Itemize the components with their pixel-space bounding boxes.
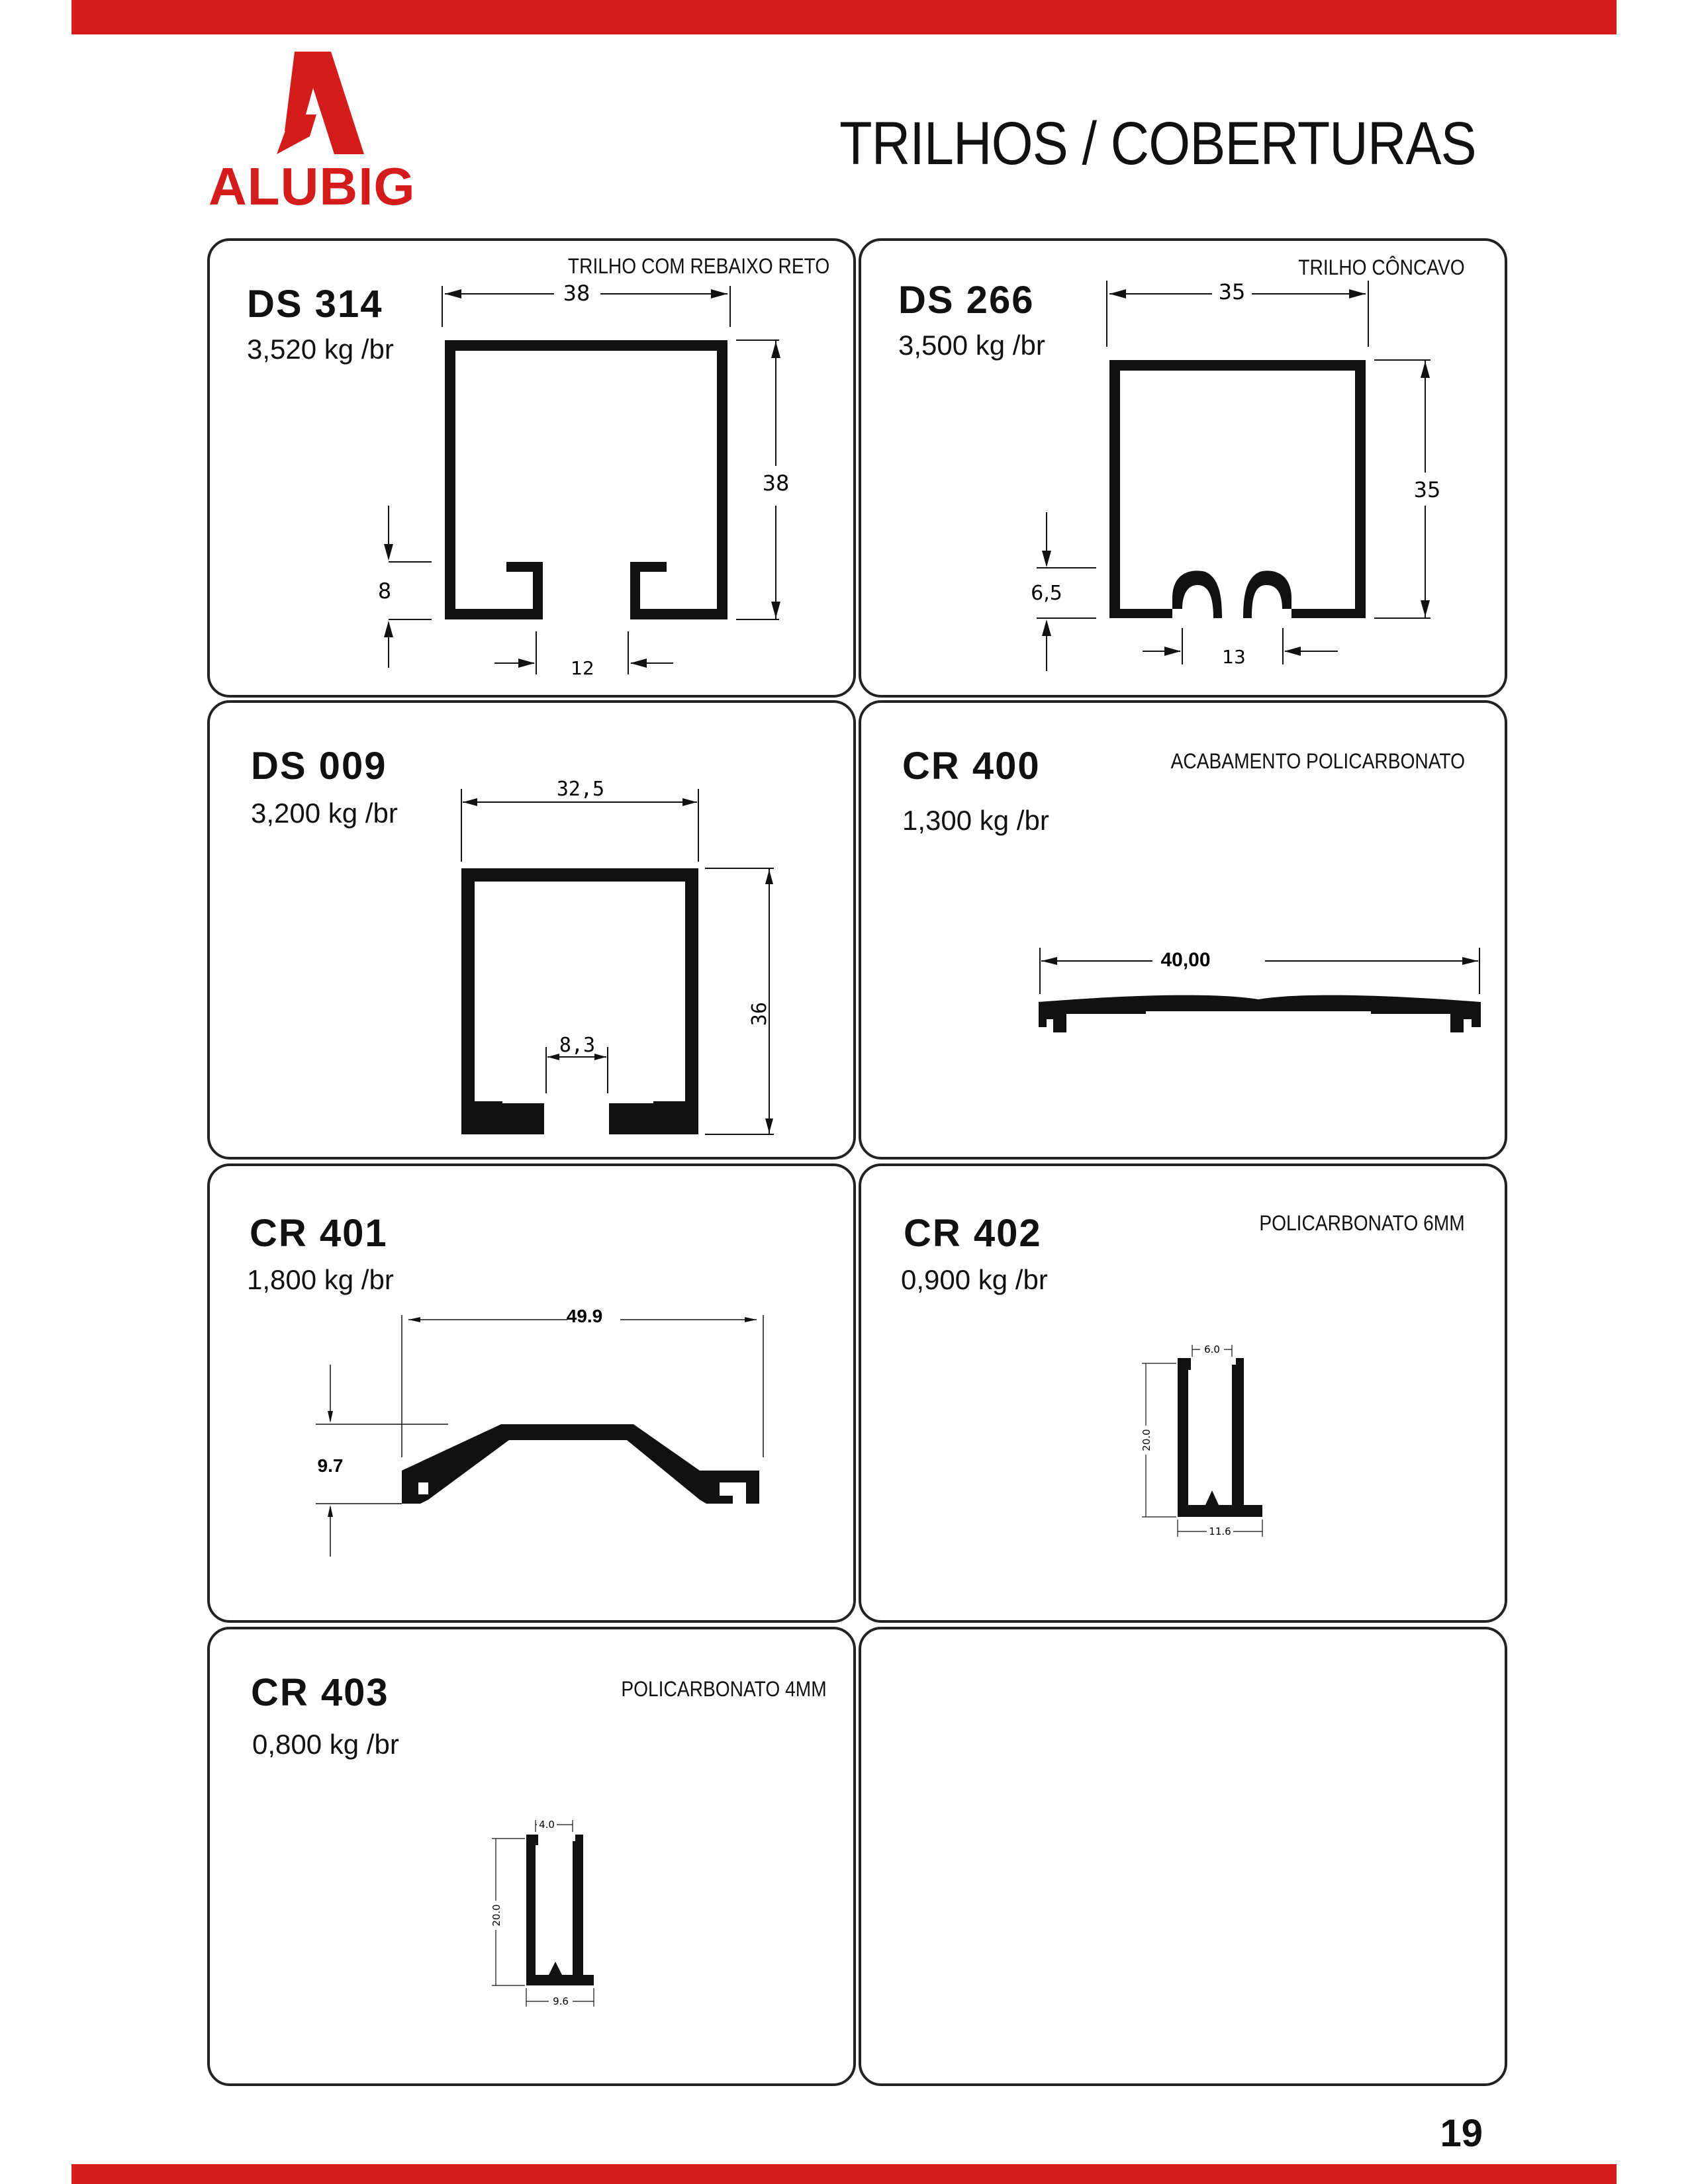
empty-card <box>859 1627 1507 2086</box>
bottom-red-band <box>71 2164 1617 2184</box>
dim-width: 35 <box>1218 279 1246 304</box>
product-weight: 0,800 kg /br <box>252 1729 399 1760</box>
product-code: DS 314 <box>247 283 383 326</box>
dim-height: 38 <box>762 471 790 496</box>
dim-width: 40,00 <box>1160 949 1211 971</box>
dim-lip: 8 <box>377 578 392 604</box>
dim-width: 49.9 <box>566 1306 603 1326</box>
product-card-ds009 <box>207 700 856 1160</box>
profile-drawing-cr400 <box>861 703 1510 1162</box>
product-note: TRILHO COM REBAIXO RETO <box>567 254 829 278</box>
product-code: CR 400 <box>902 745 1041 788</box>
dim-height: 20.0 <box>491 1904 502 1927</box>
profile-drawing-cr402 <box>861 1166 1510 1625</box>
dim-base: 11.6 <box>1209 1525 1231 1537</box>
dim-width: 38 <box>563 281 590 306</box>
profile-drawing-ds009 <box>210 703 859 1162</box>
dim-height: 20.0 <box>1141 1429 1152 1451</box>
product-code: CR 402 <box>904 1212 1042 1255</box>
dim-lip: 6,5 <box>1031 582 1062 605</box>
product-code: CR 403 <box>251 1671 389 1714</box>
profile-drawing-ds266 <box>861 241 1510 700</box>
product-code: CR 401 <box>250 1212 388 1255</box>
profile-drawing-cr403 <box>210 1629 859 2089</box>
dim-gap: 12 <box>571 657 594 679</box>
dim-width: 32,5 <box>556 778 605 801</box>
dim-height: 36 <box>748 1001 771 1026</box>
dim-slot: 6.0 <box>1204 1343 1220 1355</box>
product-weight: 3,500 kg /br <box>898 330 1045 361</box>
product-note: POLICARBONATO 6MM <box>1259 1211 1465 1235</box>
product-weight: 1,800 kg /br <box>247 1264 394 1295</box>
product-card-cr402 <box>859 1163 1507 1623</box>
product-card-ds266 <box>859 238 1507 698</box>
product-card-ds314 <box>207 238 856 698</box>
alubig-a-icon <box>265 52 364 158</box>
product-card-cr400 <box>859 700 1507 1160</box>
dim-gap: 13 <box>1222 646 1246 668</box>
product-weight: 1,300 kg /br <box>902 805 1049 836</box>
brand-name: ALUBIG <box>209 157 416 216</box>
page-title: TRILHOS / COBERTURAS <box>839 110 1476 177</box>
product-card-cr401 <box>207 1163 856 1623</box>
product-note: TRILHO CÔNCAVO <box>1298 255 1465 279</box>
product-weight: 3,520 kg /br <box>247 334 394 365</box>
product-card-cr403 <box>207 1627 856 2086</box>
dim-base: 9.6 <box>553 1995 569 2007</box>
page-number: 19 <box>1440 2112 1483 2155</box>
alubig-logo <box>202 52 427 217</box>
product-code: DS 009 <box>251 745 387 788</box>
product-note: POLICARBONATO 4MM <box>621 1677 827 1701</box>
dim-slot: 4.0 <box>539 1819 555 1831</box>
profile-drawing-ds314 <box>210 241 859 700</box>
product-code: DS 266 <box>898 279 1035 322</box>
product-weight: 3,200 kg /br <box>251 797 398 829</box>
profile-drawing-cr401 <box>210 1166 859 1625</box>
dim-height: 35 <box>1413 477 1441 502</box>
dim-gap: 8,3 <box>559 1034 596 1057</box>
dim-height: 9.7 <box>317 1455 344 1476</box>
top-red-band <box>71 0 1617 34</box>
product-weight: 0,900 kg /br <box>901 1264 1048 1295</box>
product-note: ACABAMENTO POLICARBONATO <box>1170 749 1465 773</box>
